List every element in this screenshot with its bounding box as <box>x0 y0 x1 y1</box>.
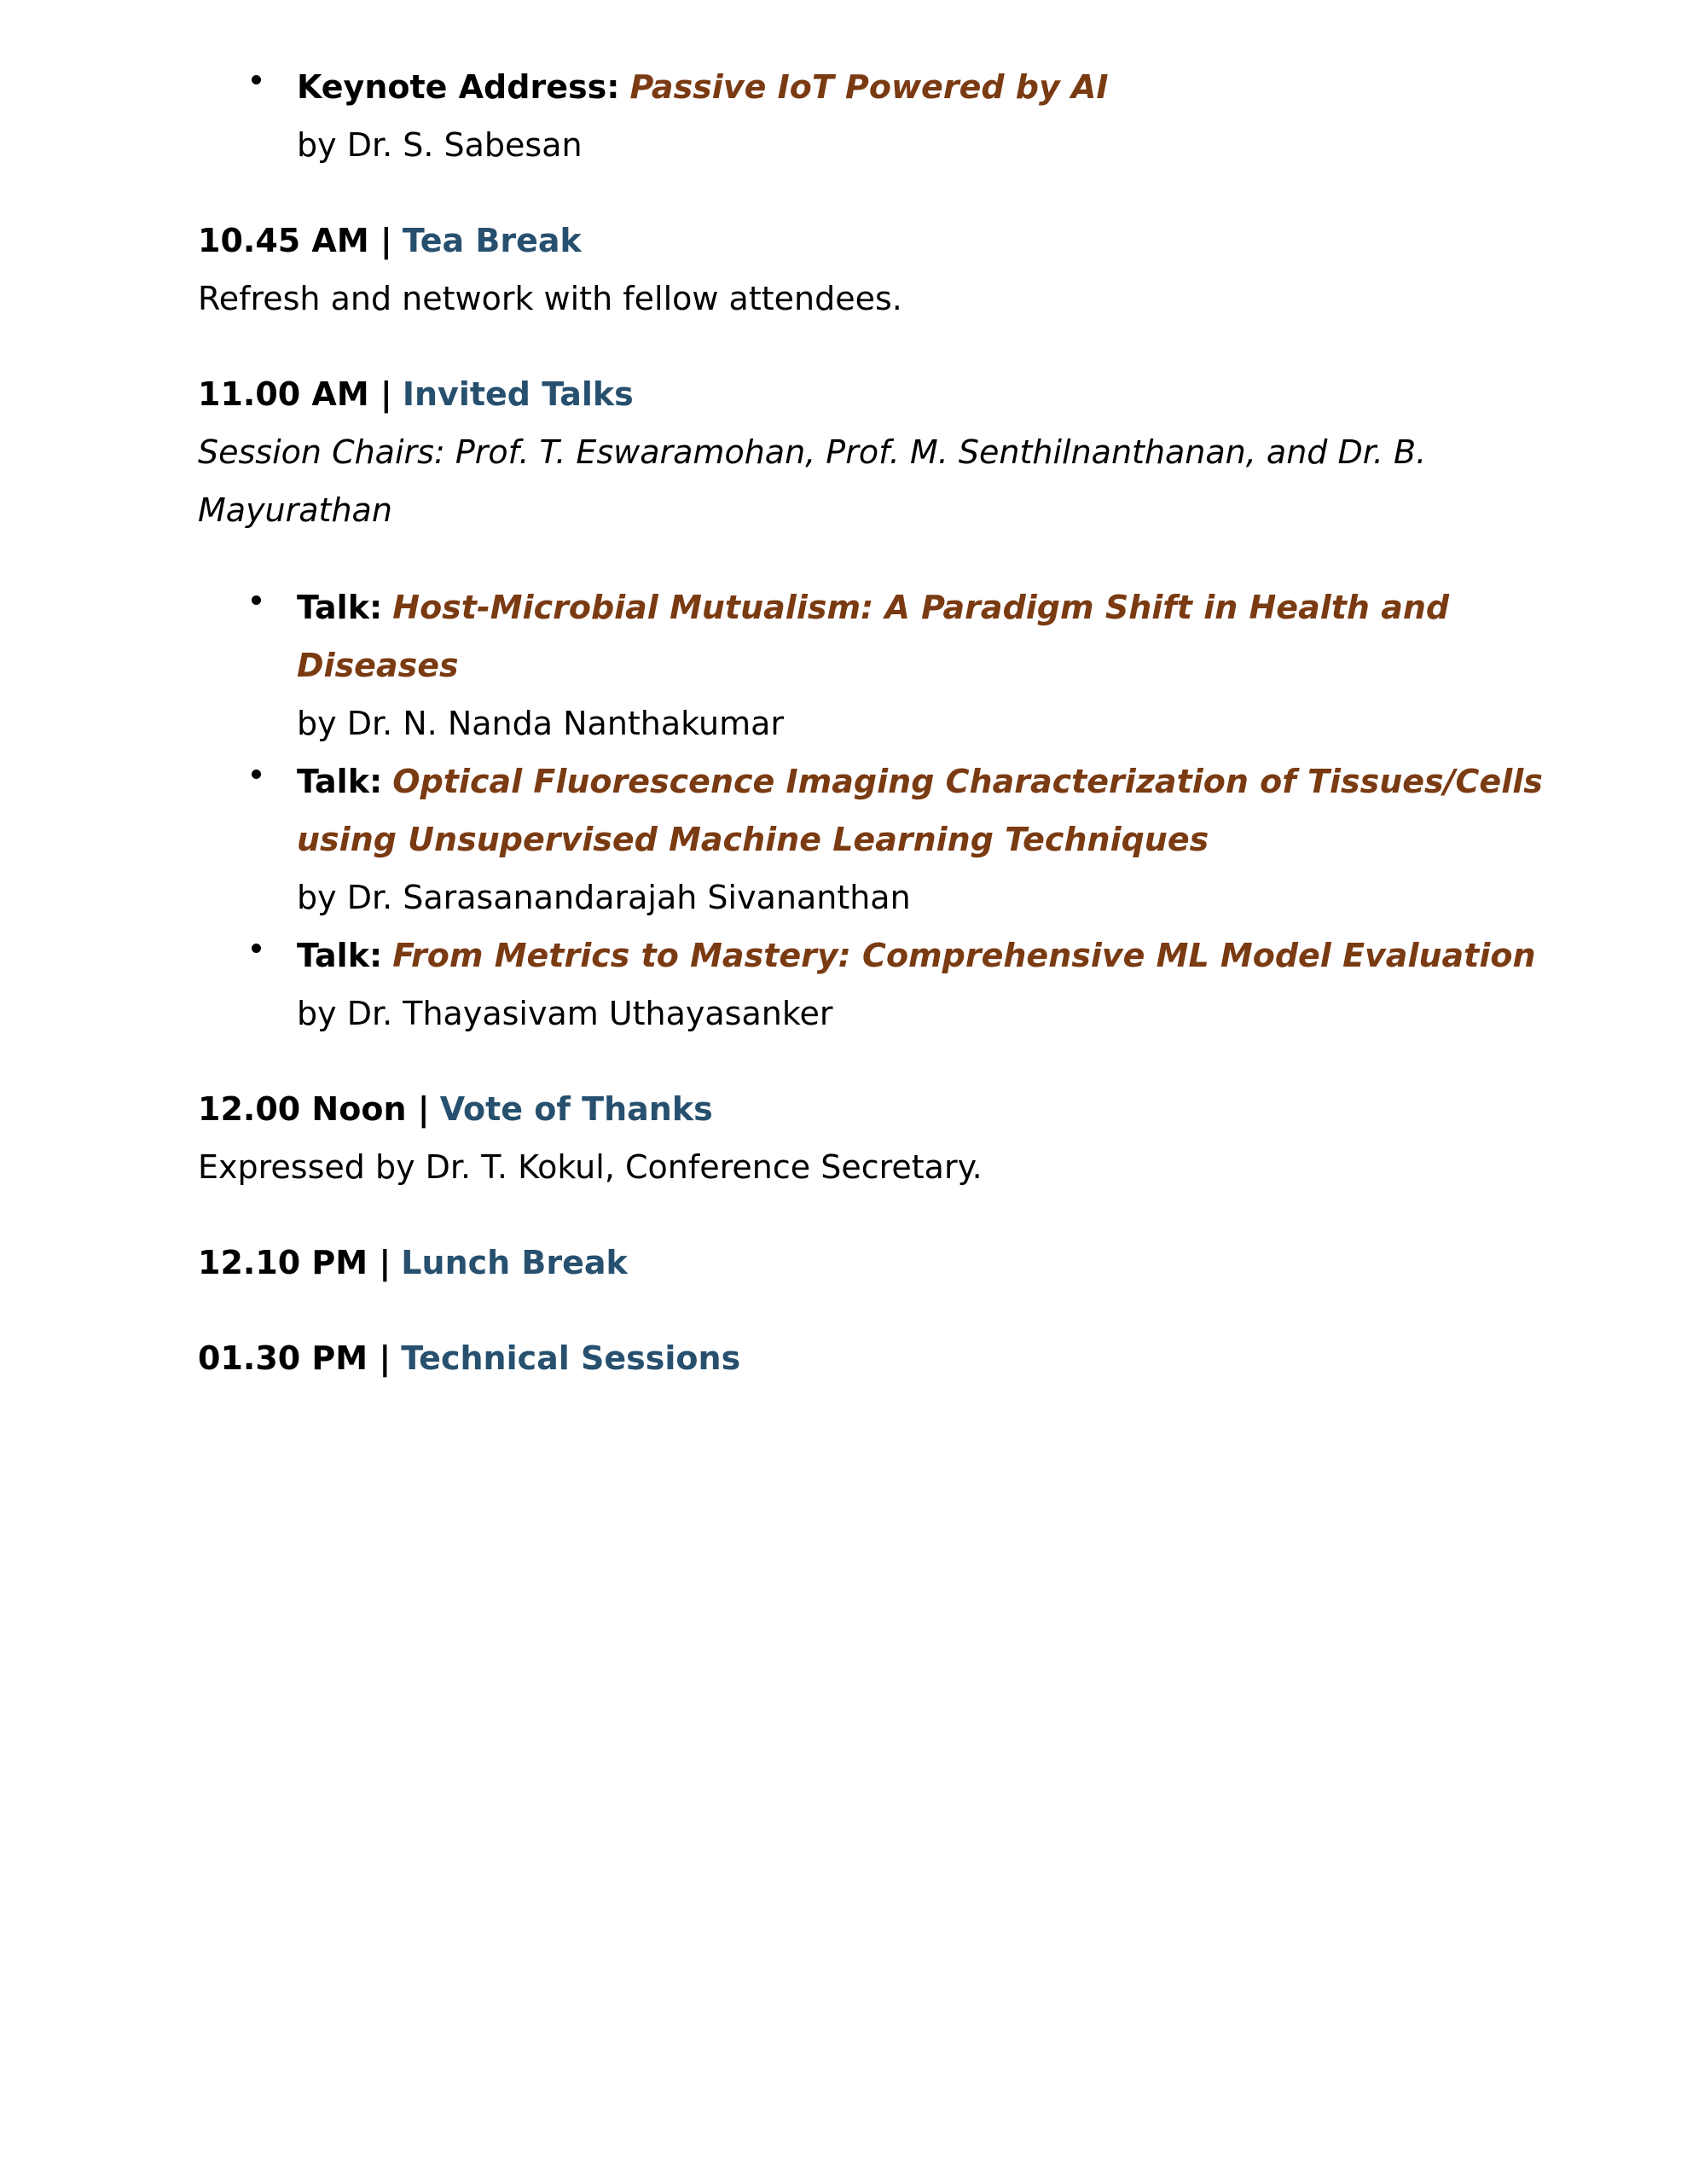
tea-break-time: 10.45 AM | <box>198 222 392 259</box>
talk-item <box>297 578 1525 752</box>
talk-speaker: by Dr. Sarasanandarajah Sivananthan <box>297 879 911 916</box>
talk-title-line-1: Optical Fluorescence Imaging Characterization of Tissues/Cells <box>392 763 1543 800</box>
keynote-item <box>297 58 1525 174</box>
talk-speaker: by Dr. N. Nanda Nanthakumar <box>297 705 785 742</box>
invited-talks-time: 11.00 AM | <box>198 375 392 413</box>
talk-title-line-1: Host-Microbial Mutualism: A Paradigm Shift in Health and <box>392 589 1450 626</box>
bullet-icon <box>252 595 261 605</box>
tea-break-section <box>198 212 1528 328</box>
vote-of-thanks-heading <box>198 1080 1528 1138</box>
talk-title-line-1: From Metrics to Mastery: Comprehensive ML Model Evaluation <box>392 937 1536 974</box>
vote-of-thanks-title: Vote of Thanks <box>439 1090 713 1128</box>
talk-item <box>297 926 1536 1043</box>
lunch-break-time: 12.10 PM | <box>198 1244 391 1281</box>
talk-label: Talk: <box>297 937 383 974</box>
talk-heading <box>297 926 1536 985</box>
lunch-break-heading <box>198 1234 1528 1292</box>
technical-sessions-title: Technical Sessions <box>401 1339 741 1377</box>
invited-talks-heading <box>198 365 1528 423</box>
invited-talks-title: Invited Talks <box>402 375 634 413</box>
talk-label: Talk: <box>297 589 383 626</box>
talk-title-line-2: using Unsupervised Machine Learning Techniques <box>297 821 1209 858</box>
talk-title-line-2: Diseases <box>297 647 459 684</box>
technical-sessions-heading <box>198 1329 1528 1387</box>
lunch-break-title: Lunch Break <box>401 1244 628 1281</box>
session-chairs-line-2: Mayurathan <box>198 491 392 529</box>
talk-heading <box>297 578 1525 636</box>
vote-of-thanks-section <box>198 1080 1528 1196</box>
keynote-title: Passive IoT Powered by AI <box>629 68 1109 106</box>
technical-sessions-section <box>198 1329 1528 1387</box>
talk-item <box>297 752 1543 926</box>
technical-sessions-time: 01.30 PM | <box>198 1339 391 1377</box>
tea-break-heading <box>198 212 1528 270</box>
session-chairs-line-1: Session Chairs: Prof. T. Eswaramohan, Prof. M. Senthilnanthanan, and Dr. B. <box>198 433 1427 471</box>
keynote-heading <box>297 58 1525 116</box>
tea-break-description: Refresh and network with fellow attendees. <box>198 280 902 317</box>
vote-of-thanks-description: Expressed by Dr. T. Kokul, Conference Secretary. <box>198 1148 983 1186</box>
tea-break-title: Tea Break <box>402 222 582 259</box>
talk-speaker: by Dr. Thayasivam Uthayasanker <box>297 995 833 1032</box>
bullet-icon <box>252 770 261 779</box>
talk-heading <box>297 752 1543 810</box>
bullet-icon <box>252 75 261 84</box>
vote-of-thanks-time: 12.00 Noon | <box>198 1090 430 1128</box>
bullet-icon <box>252 944 261 953</box>
talk-label: Talk: <box>297 763 383 800</box>
invited-talks-section <box>198 365 1528 539</box>
lunch-break-section <box>198 1234 1528 1292</box>
keynote-speaker: by Dr. S. Sabesan <box>297 126 583 164</box>
keynote-label: Keynote Address: <box>297 68 620 106</box>
